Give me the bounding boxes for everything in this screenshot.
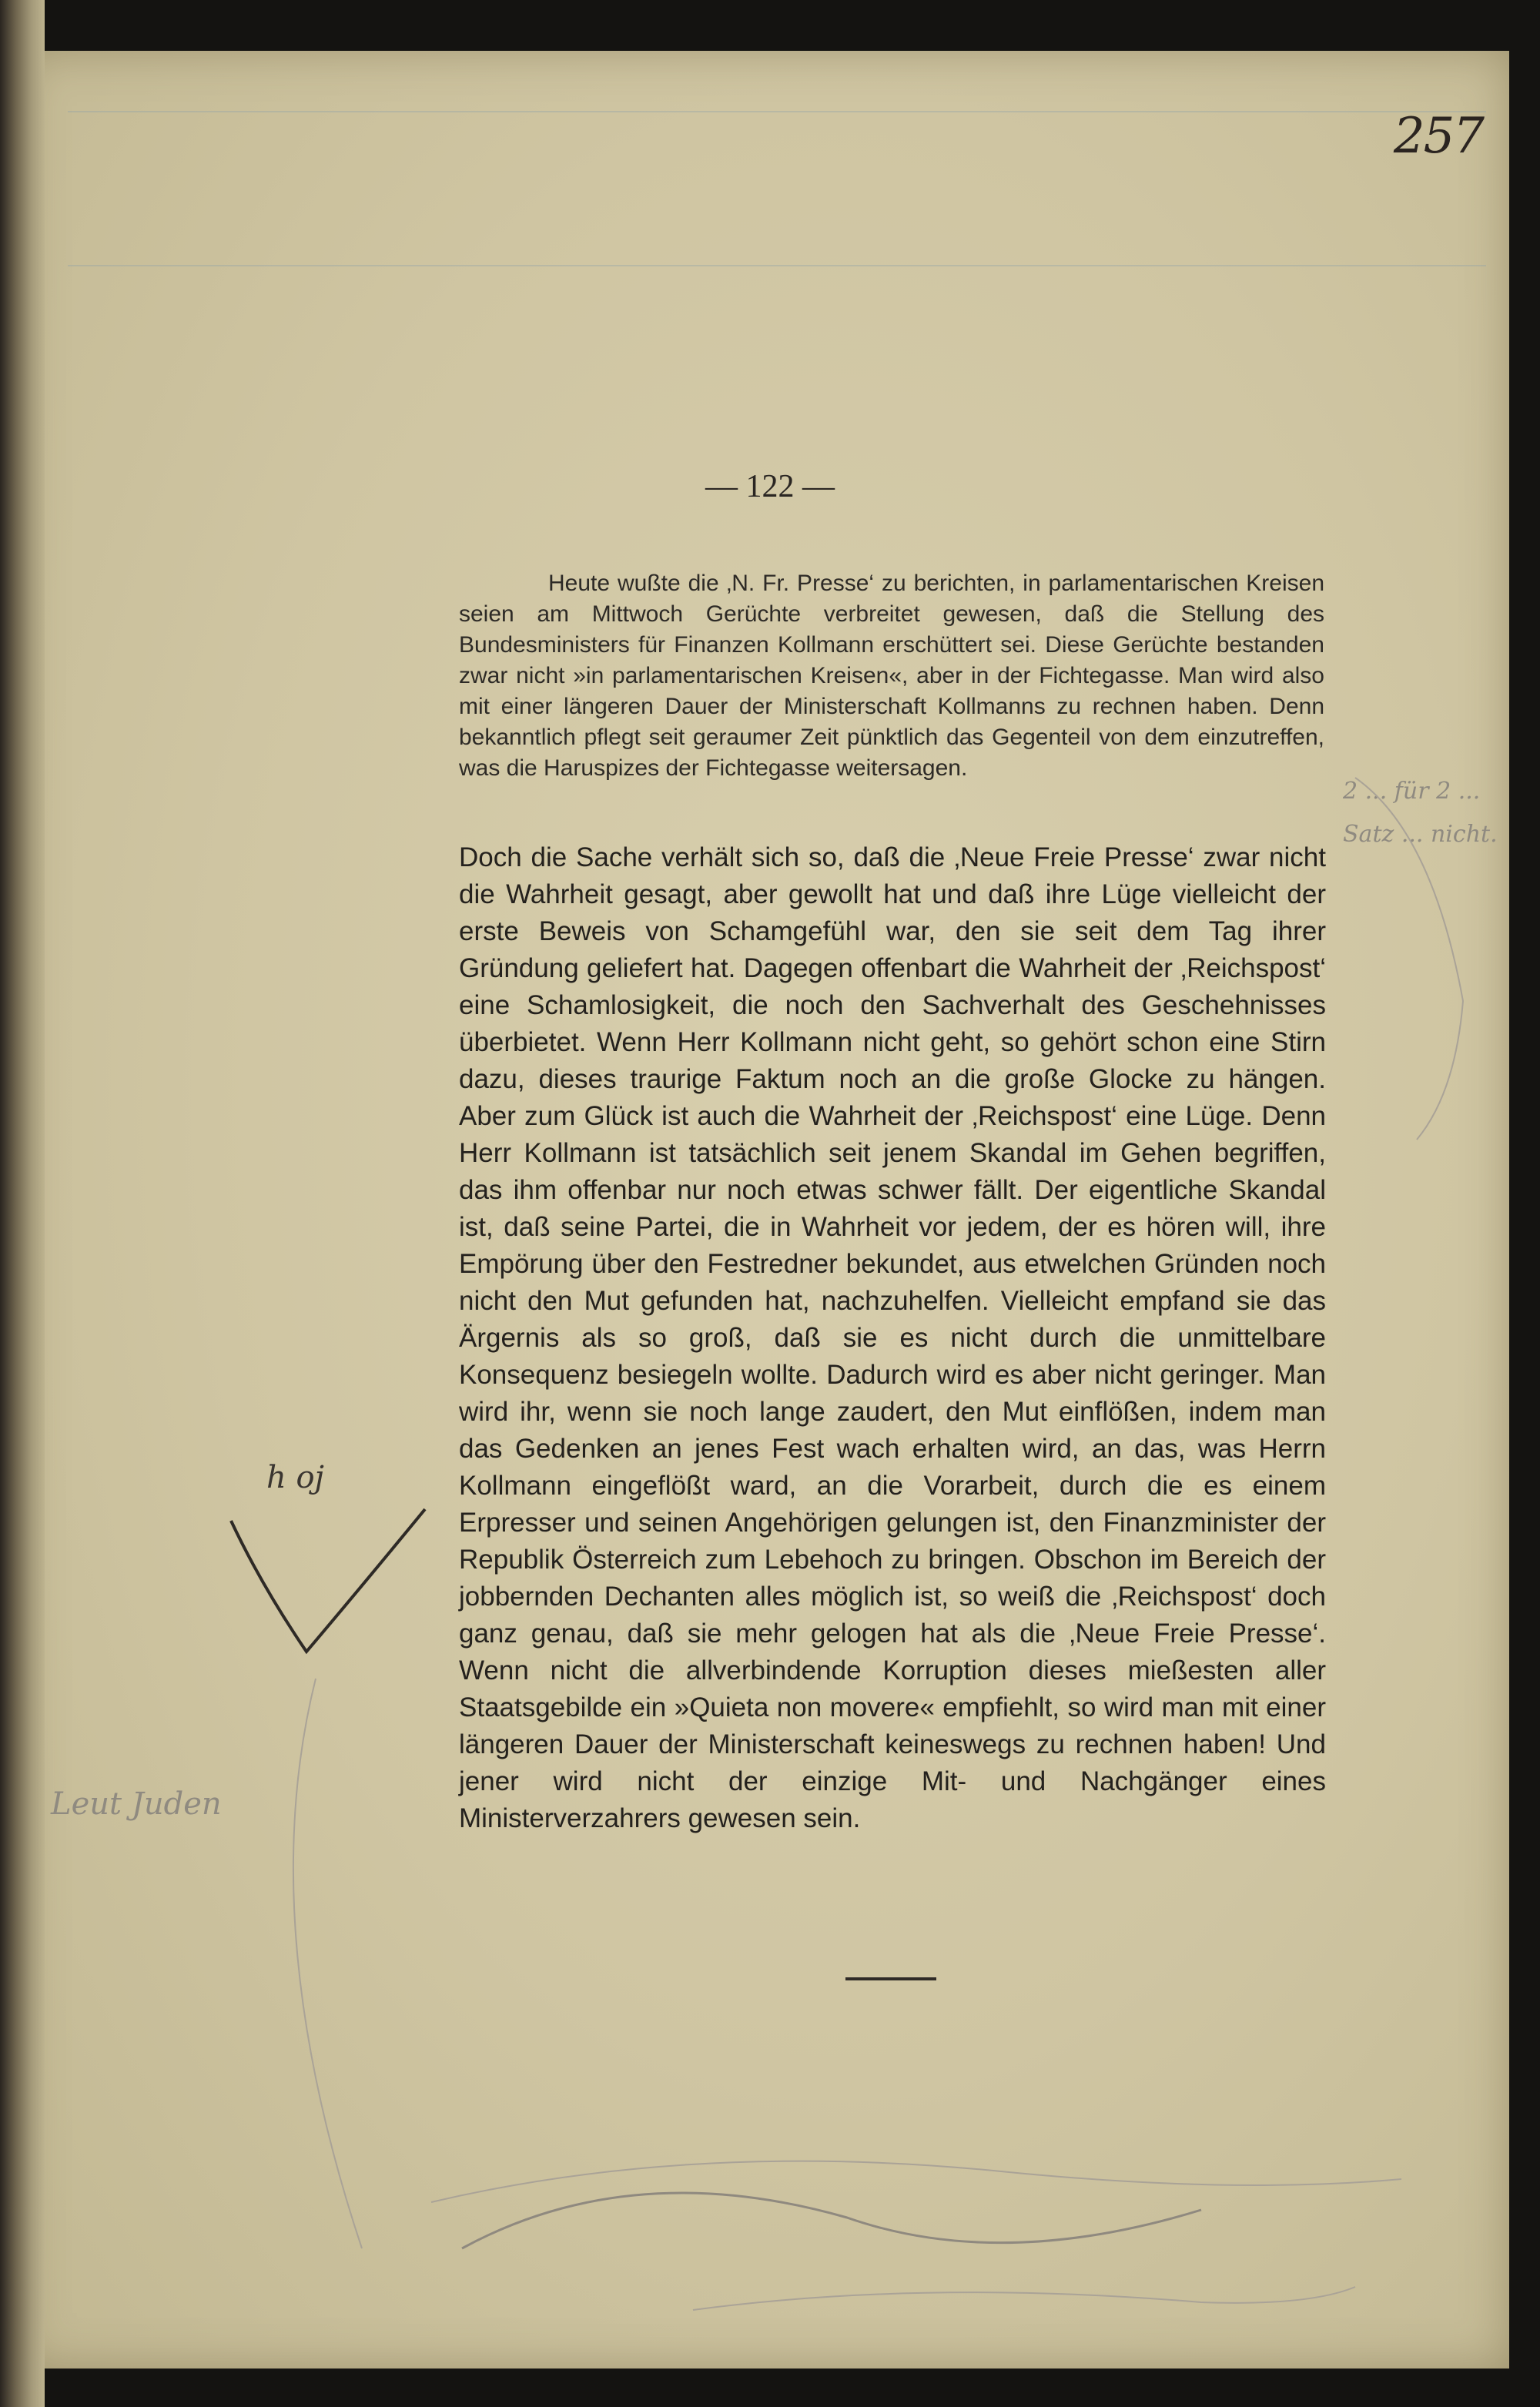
quoted-paragraph bbox=[459, 568, 1324, 784]
page-number: — 122 — bbox=[705, 469, 835, 504]
quoted-paragraph-text: Heute wußte die ‚N. Fr. Presse‘ zu berichten, in parlamentarischen Kreisen seien am Mittwoch Gerüchte verbreitet gewesen, daß die Stellung des Bundesministers für Finanzen Kollmann erschüttert sei. Diese Gerüchte bestanden zwar nicht »in parlamentarischen Kreisen«, aber in der Fichtegasse. Man wird also mit einer längeren Dauer der Ministerschaft Kollmanns zu rechnen haben. Denn bekanntlich pflegt seit geraumer Zeit pünktlich das Gegenteil von dem einzutreffen, was die Haruspizes der Fichtegasse weitersagen. bbox=[459, 571, 1324, 781]
margin-note-right: 2 ... für 2 ... Satz ... nicht. bbox=[1343, 778, 1498, 848]
body-paragraph-text: Doch die Sache verhält sich so, daß die ‚Neue Freie Presse‘ zwar nicht die Wahrheit gesagt, aber gewollt hat und daß ihre Lüge vielleicht der erste Beweis von Schamgefühl war, den sie seit dem Tag ihrer Gründung geliefert hat. Dagegen offenbart die Wahrheit der ‚Reichspost‘ eine Schamlosigkeit, die noch den Sachverhalt des Geschehnisses überbietet. Wenn Herr Kollmann nicht geht, so gehört schon eine Stirn dazu, dieses traurige Faktum noch an die große Glocke zu hängen. Aber zum Glück ist auch die Wahrheit der ‚Reichspost‘ eine Lüge. Denn Herr Kollmann ist tatsächlich seit jenem Skandal im Gehen begriffen, das ihm offenbar nur noch etwas schwer fällt. Der eigentliche Skandal ist, daß seine Partei, die in Wahrheit vor jedem, der es hören will, ihre Empörung über den Festredner bekundet, aus etwelchen Gründen noch nicht den Mut gefunden hat, nachzuhelfen. Vielleicht empfand sie das Ärgernis als so groß, daß sie es nicht durch die unmittelbare Konsequenz besiegeln wollte. Dadurch wird es aber nicht geringer. Man wird ihr, wenn sie noch lange zaudert, den Mut einflößen, indem man das Gedenken an jenes Fest wach erhalten wird, an das, was Herrn Kollmann eingeflößt ward, an die Vorarbeit, durch die es einem Erpresser und seinen Angehörigen gelungen ist, den Finanzminister der Republik Österreich zum Lebehoch zu bringen. Obschon im Bereich der jobbernden Dechanten alles möglich ist, so weiß die ‚Reichspost‘ doch ganz genau, daß sie mehr gelogen hat als die ‚Neue Freie Presse‘. Wenn nicht die allverbindende Korruption dieses mießesten aller Staatsgebilde ein »Quieta non movere« empfiehlt, so wird man mit einer längeren Dauer der Ministerschaft keineswegs zu rechnen haben! Und jener wird nicht der einzige Mit- und Nachgänger eines Ministerverzahrers gewesen sein. bbox=[459, 842, 1326, 1833]
ruled-line bbox=[68, 265, 1486, 266]
end-rule bbox=[845, 1977, 936, 1980]
binding-gutter bbox=[0, 0, 45, 2407]
margin-note-left: h oj bbox=[266, 1460, 324, 1495]
body-paragraph bbox=[459, 839, 1326, 1837]
margin-note-left-lower: Leut Juden bbox=[51, 1786, 222, 1822]
ruled-line bbox=[68, 111, 1486, 112]
folio-number: 257 bbox=[1393, 108, 1483, 165]
